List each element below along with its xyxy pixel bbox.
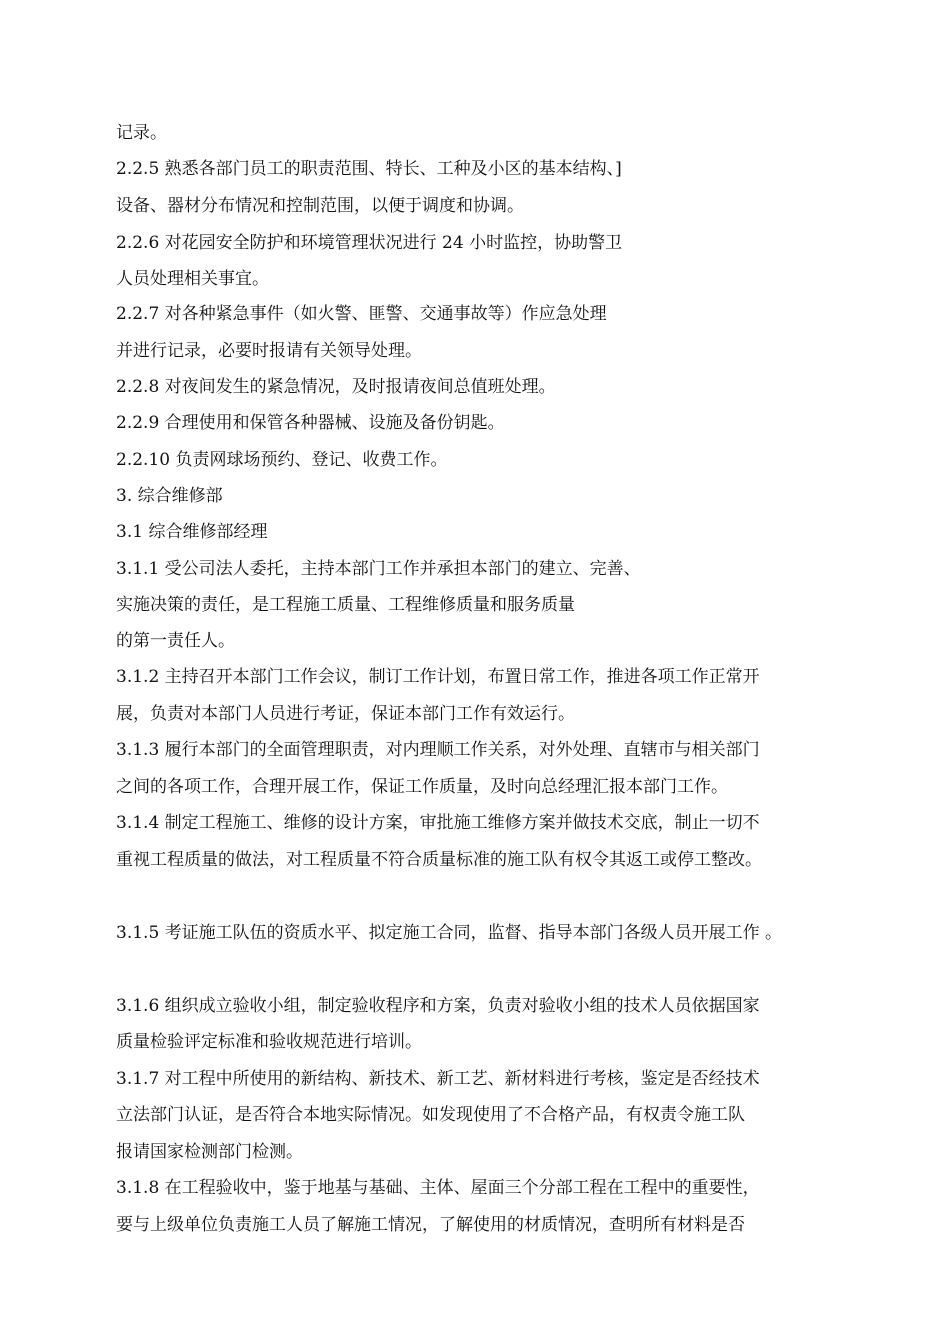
text-line: 之间的各项工作，合理开展工作，保证工作质量，及时向总经理汇报本部门工作。 (116, 777, 728, 797)
text-line: 3.1.7 对工程中所使用的新结构、新技术、新工艺、新材料进行考核，鉴定是否经技术 (116, 1069, 760, 1089)
text-line: 2.2.9 合理使用和保管各种器械、设施及备份钥匙。 (116, 413, 505, 433)
text-line: 质量检验评定标准和验收规范进行培训。 (116, 1032, 422, 1052)
text-line: 报请国家检测部门检测。 (116, 1142, 303, 1162)
text-line: 3.1.3 履行本部门的全面管理职责，对内理顺工作关系，对外处理、直辖市与相关部门 (116, 740, 760, 760)
text-line: 的第一责任人。 (116, 631, 235, 651)
text-line: 立法部门认证，是否符合本地实际情况。如发现使用了不合格产品，有权责令施工队 (116, 1105, 745, 1125)
section-heading: 3. 综合维修部 (116, 486, 223, 506)
text-line: 3.1.4 制定工程施工、维修的设计方案，审批施工维修方案并做技术交底，制止一切不 (116, 813, 760, 833)
text-line: 实施决策的责任，是工程施工质量、工程维修质量和服务质量 (116, 595, 575, 615)
text-line: 2.2.10 负责网球场预约、登记、收费工作。 (116, 450, 448, 470)
text-line: 3.1.5 考证施工队伍的资质水平、拟定施工合同，监督、指导本部门各级人员开展工作 。 (116, 923, 783, 943)
text-line: 设备、器材分布情况和控制范围，以便于调度和协调。 (116, 196, 524, 216)
text-line: 2.2.5 熟悉各部门员工的职责范围、特长、工种及小区的基本结构、] (116, 159, 622, 179)
text-line: 3.1.6 组织成立验收小组，制定验收程序和方案，负责对验收小组的技术人员依据国家 (116, 996, 760, 1016)
text-line: 3.1.2 主持召开本部门工作会议，制订工作计划，布置日常工作，推进各项工作正常开 (116, 667, 760, 687)
text-line: 3.1.1 受公司法人委托，主持本部门工作并承担本部门的建立、完善、 (116, 559, 641, 579)
text-line: 记录。 (116, 123, 167, 143)
text-line: 2.2.8 对夜间发生的紧急情况，及时报请夜间总值班处理。 (116, 377, 556, 397)
subsection-heading: 3.1 综合维修部经理 (116, 522, 268, 542)
text-line: 人员处理相关事宜。 (116, 269, 269, 289)
text-line: 2.2.7 对各种紧急事件（如火警、匪警、交通事故等）作应急处理 (116, 304, 607, 324)
text-line: 3.1.8 在工程验收中，鉴于地基与基础、主体、屋面三个分部工程在工程中的重要性， (116, 1178, 760, 1198)
text-line: 展，负责对本部门人员进行考证，保证本部门工作有效运行。 (116, 704, 575, 724)
text-line: 并进行记录，必要时报请有关领导处理。 (116, 341, 422, 361)
text-line: 要与上级单位负责施工人员了解施工情况，了解使用的材质情况，查明所有材料是否 (116, 1215, 745, 1235)
text-line: 重视工程质量的做法，对工程质量不符合质量标准的施工队有权令其返工或停工整改。 (116, 850, 762, 870)
text-line: 2.2.6 对花园安全防护和环境管理状况进行 24 小时监控，协助警卫 (116, 233, 623, 253)
